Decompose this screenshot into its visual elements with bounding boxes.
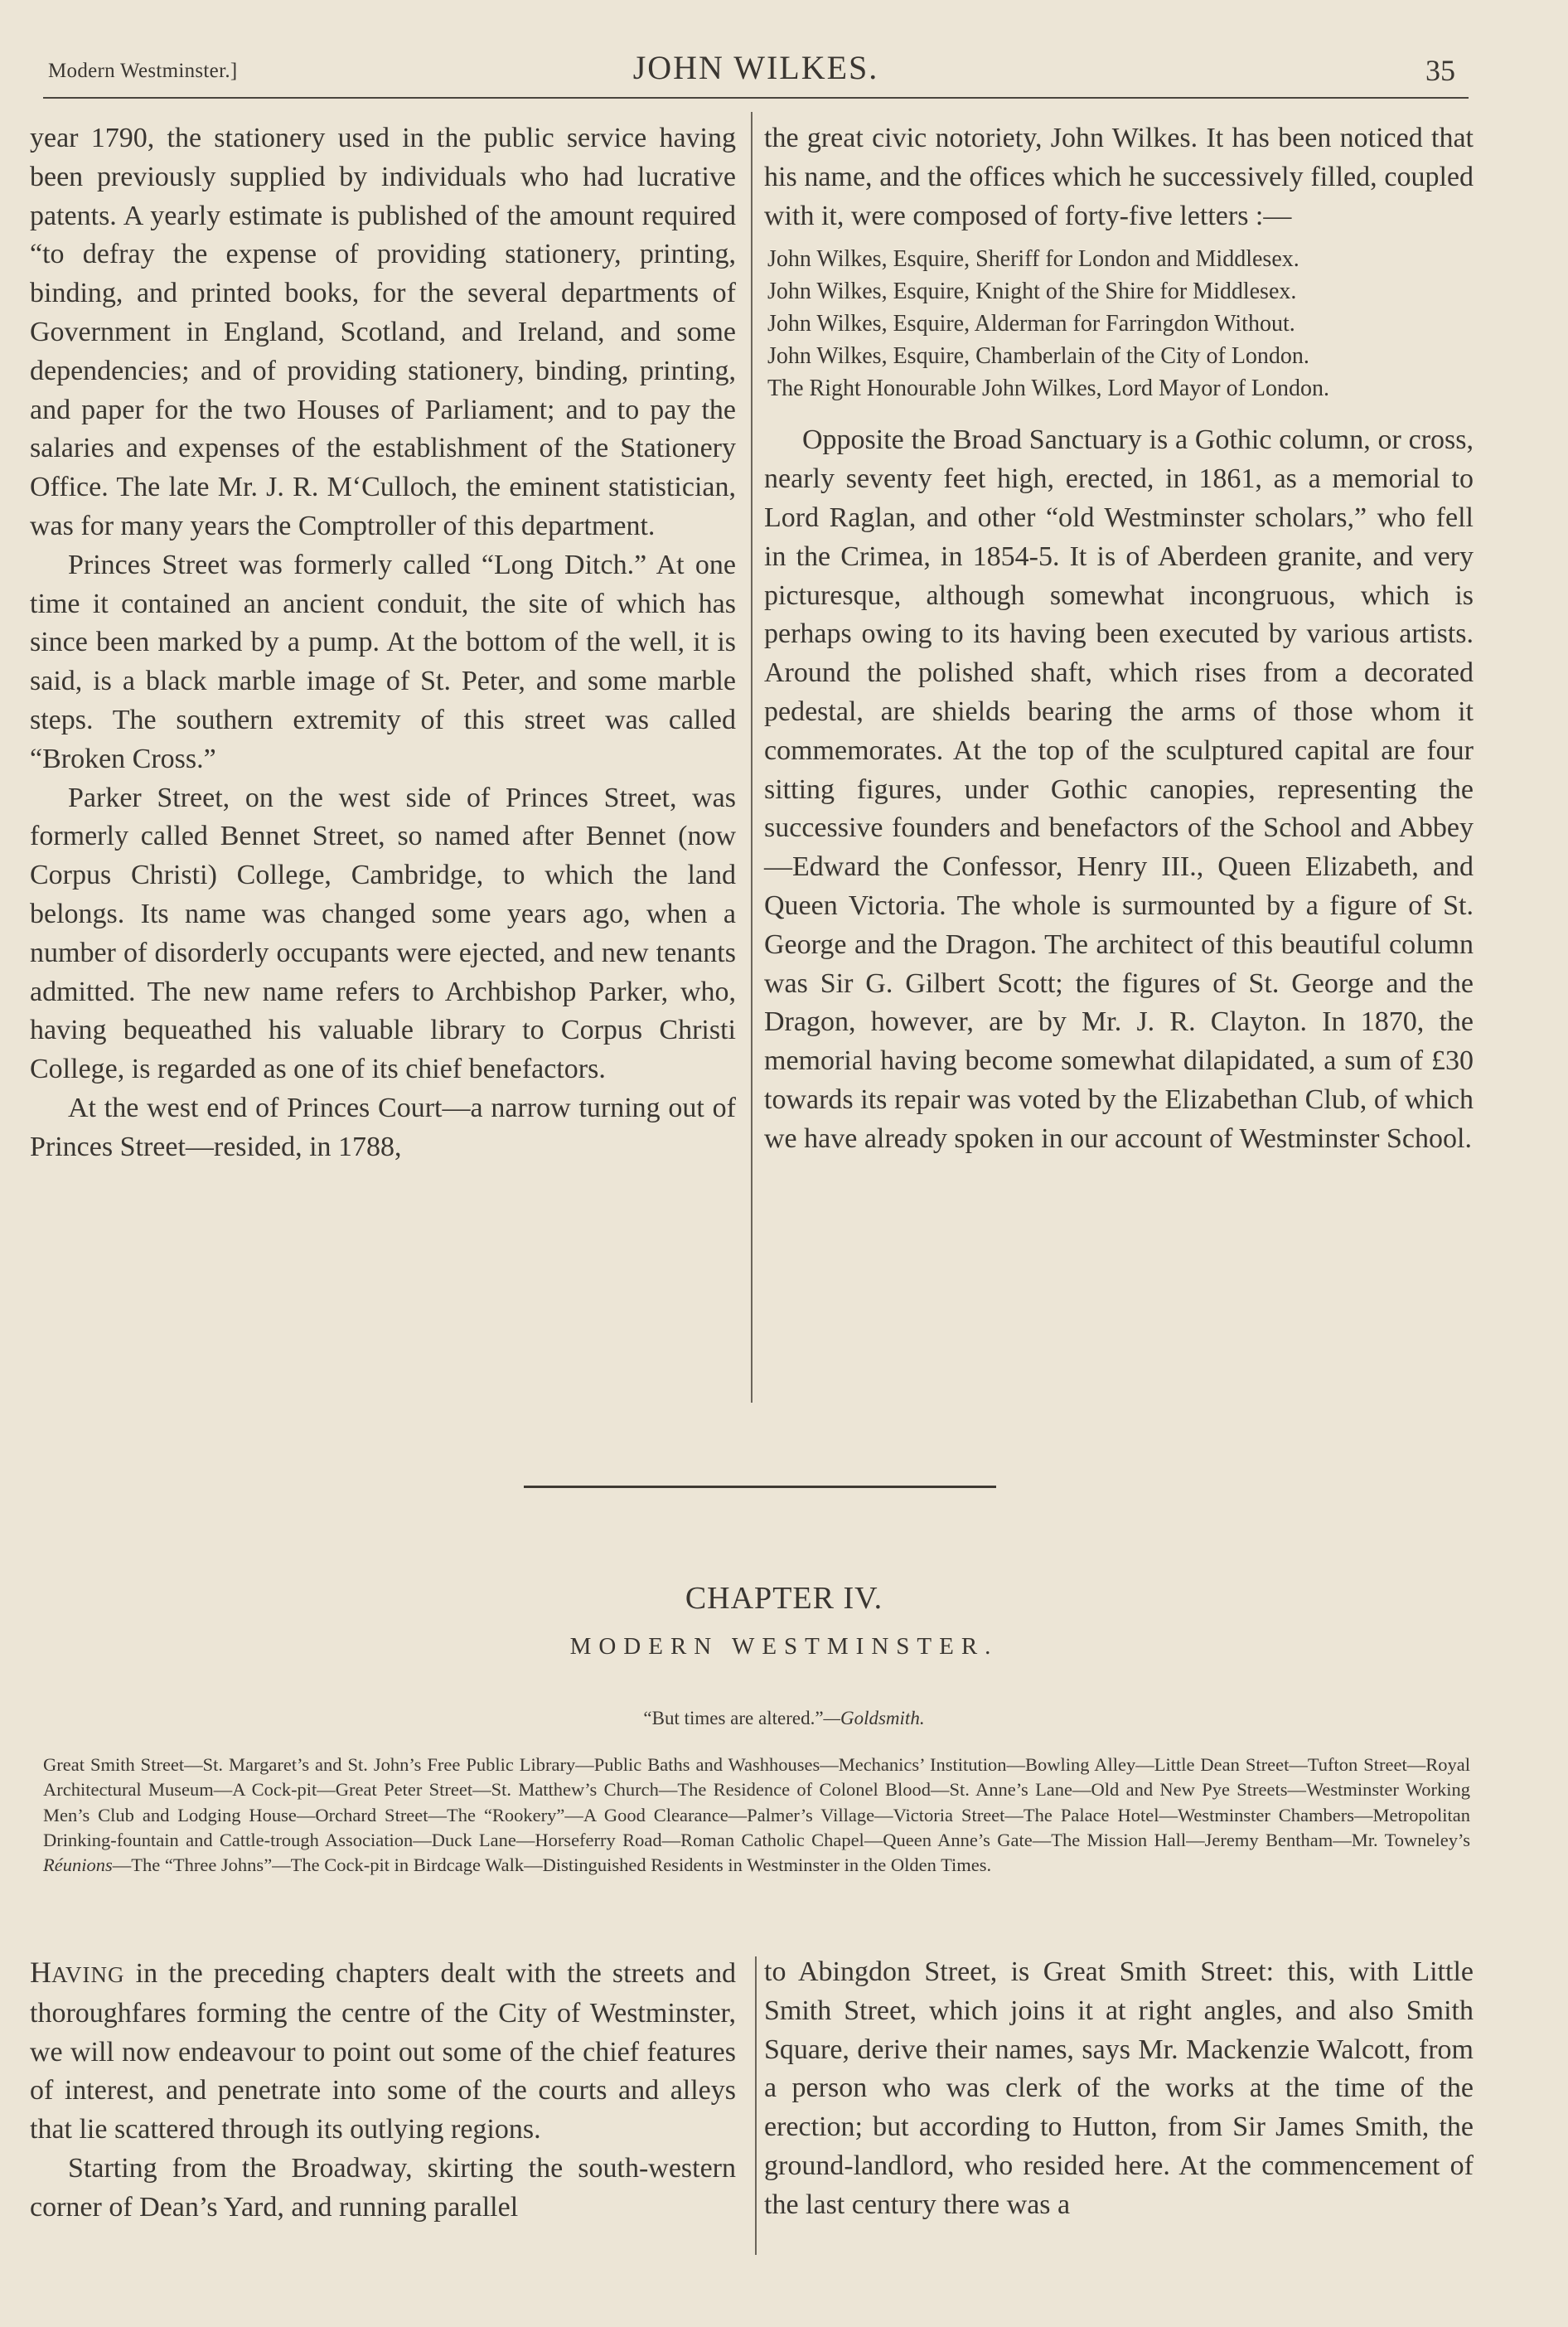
summary-italic: Réunions xyxy=(43,1854,113,1876)
chapter-summary xyxy=(43,1753,1470,1878)
chapter-title: CHAPTER IV. xyxy=(685,1581,883,1616)
paragraph: Opposite the Broad Sanctuary is a Gothic column, or cross, nearly seventy feet high, erected, in 1861, as a memorial to Lord Raglan, and other “old Westminster scholars,” who fell in the Crimea, in 1854-5. It is of Aberdeen granite, and very picturesque, although somewhat incongruous, which is perhaps owing to its having been executed by various artists. Around the polished shaft, which rises from a decorated pedestal, are shields bearing the arms of those whom it commemorates. At the top of the sculptured capital are four sitting figures, under Gothic canopies, representing the successive founders and benefactors of the School and Abbey—Edward the Confessor, Henry III., Queen Elizabeth, and Queen Victoria. The whole is surmounted by a figure of St. George and the Dragon. The architect of this beautiful column was Sir G. Gilbert Scott; the figures of St. George and the Dragon, however, are by Mr. J. R. Clayton. In 1870, the memorial having become somewhat dilapidated, a sum of £30 towards its repair was voted by the Elizabethan Club, of which we have already spoken in our account of Westminster School. xyxy=(764,424,1474,1154)
list-item: John Wilkes, Esquire, Chamberlain of the City of London. xyxy=(767,342,1309,369)
paragraph: the great civic notoriety, John Wilkes. It has been noticed that his name, and the offices which he successively filled, coupled with it, were composed of forty-five letters :— xyxy=(764,123,1474,231)
epigraph-author: —Goldsmith. xyxy=(823,1708,925,1728)
running-header xyxy=(43,43,1469,101)
page-number: 35 xyxy=(1425,54,1455,87)
paragraph: to Abingdon Street, is Great Smith Street: this, with Little Smith Street, which joins it at right angles, and also Smith Square, derive their names, says Mr. Mackenzie Walcott, from a person who was clerk of the works at the time of the erection; but according to Hutton, from Sir James Smith, the ground-landlord, who resided here. At the commencement of the last century there was a xyxy=(764,1956,1474,2220)
wilkes-titles-list xyxy=(767,244,1474,405)
list-item: John Wilkes, Esquire, Knight of the Shire for Middlesex. xyxy=(767,279,1297,305)
section-divider xyxy=(524,1486,996,1488)
paragraph: Starting from the Broadway, skirting the south-western corner of Dean’s Yard, and running parallel xyxy=(30,2152,736,2223)
paragraph: year 1790, the stationery used in the public service having been previously supplied by individuals who had lucrative patents. A yearly estimate is published of the amount required “to defray the expense of providing stationery, printing, binding, and printed books, for the several departments of Government in England, Scotland, and Ireland, and some dependencies; and of providing stationery, binding, printing, and paper for the two Houses of Parliament; and to pay the salaries and expenses of the establishment of the Stationery Office. The late Mr. J. R. M‘Culloch, the eminent statistician, was for many years the Comptroller of this department. xyxy=(30,123,736,541)
header-rule xyxy=(43,97,1469,99)
summary-text: Great Smith Street—St. Margaret’s and St. John’s Free Public Library—Public Baths and Washhouses—Mechanics’ Institution—Bowling Alley—Little Dean Street—Tufton Street—Royal Architectural Museum—A Cock-pit—Great Peter Street—St. Matthew’s Church—The Residence of Colonel Blood—St. Anne’s Lane—Old and New Pye Streets—Westminster Working Men’s Club and Lodging House—Orchard Street—The “Rookery”—A Good Clearance—Palmer’s Village—Victoria Street—The Palace Hotel—Westminster Chambers—Metropolitan Drinking-fountain and Cattle-trough Association—Duck Lane—Horseferry Road—Roman Catholic Chapel—Queen Anne’s Gate—The Mission Hall—Jeremy Bentham—Mr. Towneley’s xyxy=(43,1754,1470,1850)
list-item: John Wilkes, Esquire, Alderman for Farringdon Without. xyxy=(767,310,1295,337)
column-rule xyxy=(755,1956,757,2255)
column-right-top xyxy=(764,119,1474,1159)
drop-initial: H xyxy=(30,1956,51,1989)
small-caps-opening: AVING xyxy=(51,1962,125,1987)
column-left-top xyxy=(30,119,736,1167)
header-title: JOHN WILKES. xyxy=(632,49,879,86)
paragraph xyxy=(30,1953,736,2150)
column-right-bottom xyxy=(764,1953,1474,2225)
paragraph: Parker Street, on the west side of Princes Street, was formerly called Bennet Street, so named after Bennet (now Corpus Christi) College, Cambridge, to which the land belongs. Its name was changed some years ago, when a number of disorderly occupants were ejected, and new tenants admitted. The new name refers to Archbishop Parker, who, having bequeathed his valuable library to Corpus Christi College, is regarded as one of its chief benefactors. xyxy=(30,782,736,1085)
summary-text: —The “Three Johns”—The Cock-pit in Birdcage Walk—Distinguished Residents in Westminster in the Olden Times. xyxy=(112,1854,992,1876)
list-item: The Right Honourable John Wilkes, Lord Mayor of London. xyxy=(767,375,1330,401)
paragraph-text: in the preceding chapters dealt with the streets and thoroughfares forming the centre of the City of Westminster, we will now endeavour to point out some of the chief features of interest, and penetrate into some of the courts and alleys that lie scattered through its outlying regions. xyxy=(30,1958,736,2145)
chapter-subtitle: MODERN WESTMINSTER. xyxy=(569,1633,999,1660)
epigraph xyxy=(0,1708,1568,1729)
epigraph-quote: “But times are altered.” xyxy=(643,1708,824,1728)
column-rule xyxy=(751,112,753,1403)
list-item: John Wilkes, Esquire, Sheriff for London and Middlesex. xyxy=(767,246,1299,273)
header-section-label: Modern Westminster.] xyxy=(48,60,238,82)
column-left-bottom xyxy=(30,1953,736,2228)
paragraph: Princes Street was formerly called “Long Ditch.” At one time it contained an ancient conduit, the site of which has since been marked by a pump. At the bottom of the well, it is said, is a black marble image of St. Peter, and some marble steps. The southern extremity of this street was called “Broken Cross.” xyxy=(30,549,736,774)
paragraph: At the west end of Princes Court—a narrow turning out of Princes Street—resided, in 1788, xyxy=(30,1092,736,1162)
